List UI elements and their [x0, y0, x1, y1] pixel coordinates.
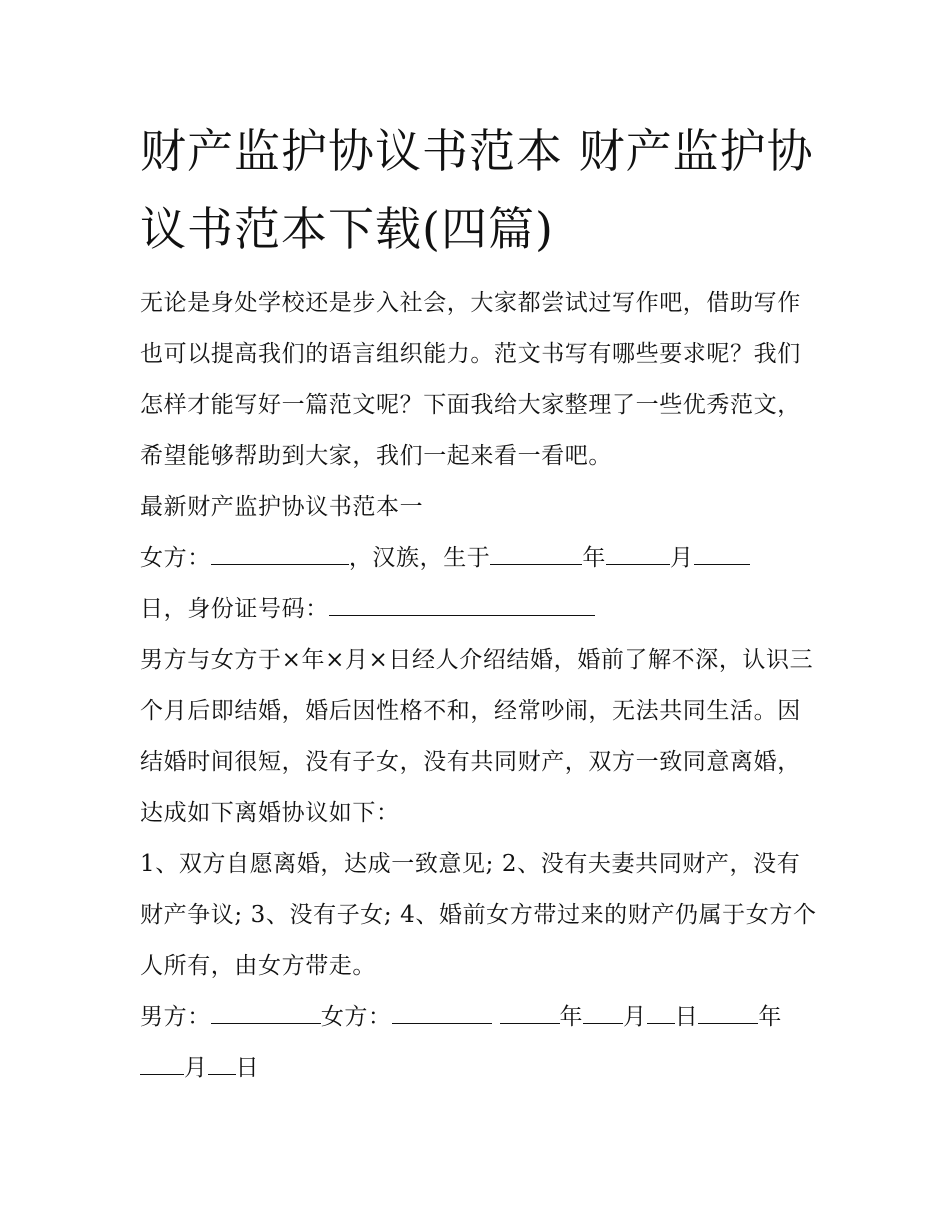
female-name-blank[interactable]	[211, 536, 349, 565]
sign-day-blank-1[interactable]	[647, 995, 675, 1024]
female-sign-label: 女方：	[320, 1004, 392, 1030]
sign-year-blank-2[interactable]	[698, 995, 758, 1024]
sign-month-label-1: 月	[623, 1004, 647, 1030]
id-number-blank[interactable]	[329, 587, 595, 616]
sign-year-blank-1[interactable]	[500, 995, 560, 1024]
body-paragraph-1: 男方与女方于×年×月×日经人介绍结婚，婚前了解不深，认识三个月后即结婚，婚后因性格不和，经常吵闹，无法共同生活。因结婚时间很短，没有子女，没有共同财产，双方一致同意离婚，达成如下离婚协议如下：	[140, 647, 814, 826]
female-sign-blank[interactable]	[392, 995, 492, 1024]
birth-month-blank[interactable]	[606, 536, 670, 565]
sign-month-blank-2[interactable]	[140, 1046, 184, 1075]
ethnicity-text: ，汉族，生于	[348, 545, 491, 571]
year-label: 年	[582, 545, 607, 571]
sign-month-blank-1[interactable]	[583, 995, 623, 1024]
male-sign-blank[interactable]	[211, 995, 321, 1024]
signature-line	[140, 992, 820, 1094]
sign-year-label-1: 年	[559, 1004, 584, 1030]
birth-day-blank[interactable]	[694, 536, 750, 565]
document-title: 财产监护协议书范本 财产监护协议书范本下载(四篇)	[140, 124, 814, 256]
sign-month-label-2: 月	[184, 1055, 208, 1081]
female-label: 女方：	[140, 545, 211, 571]
male-sign-label: 男方：	[140, 1004, 211, 1030]
sign-year-label-2: 年	[758, 1004, 782, 1030]
birth-year-blank[interactable]	[490, 536, 582, 565]
sign-day-label-2: 日	[235, 1055, 260, 1081]
id-number-label: 日，身份证号码：	[140, 596, 329, 622]
sign-day-label-1: 日	[674, 1004, 699, 1030]
body-paragraph-2: 1、双方自愿离婚，达成一致意见; 2、没有夫妻共同财产，没有财产争议; 3、没有子女; 4、婚前女方带过来的财产仍属于女方个人所有，由女方带走。	[140, 851, 817, 979]
intro-paragraph: 无论是身处学校还是步入社会，大家都尝试过写作吧，借助写作也可以提高我们的语言组织能力。范文书写有哪些要求呢？我们怎样才能写好一篇范文呢？下面我给大家整理了一些优秀范文，希望能够帮助到大家，我们一起来看一看吧。	[140, 290, 801, 469]
sign-day-blank-2[interactable]	[208, 1046, 236, 1075]
section-heading: 最新财产监护协议书范本一	[140, 494, 424, 520]
female-info-line	[140, 533, 820, 635]
month-label: 月	[670, 545, 694, 571]
document-page	[140, 112, 820, 1094]
